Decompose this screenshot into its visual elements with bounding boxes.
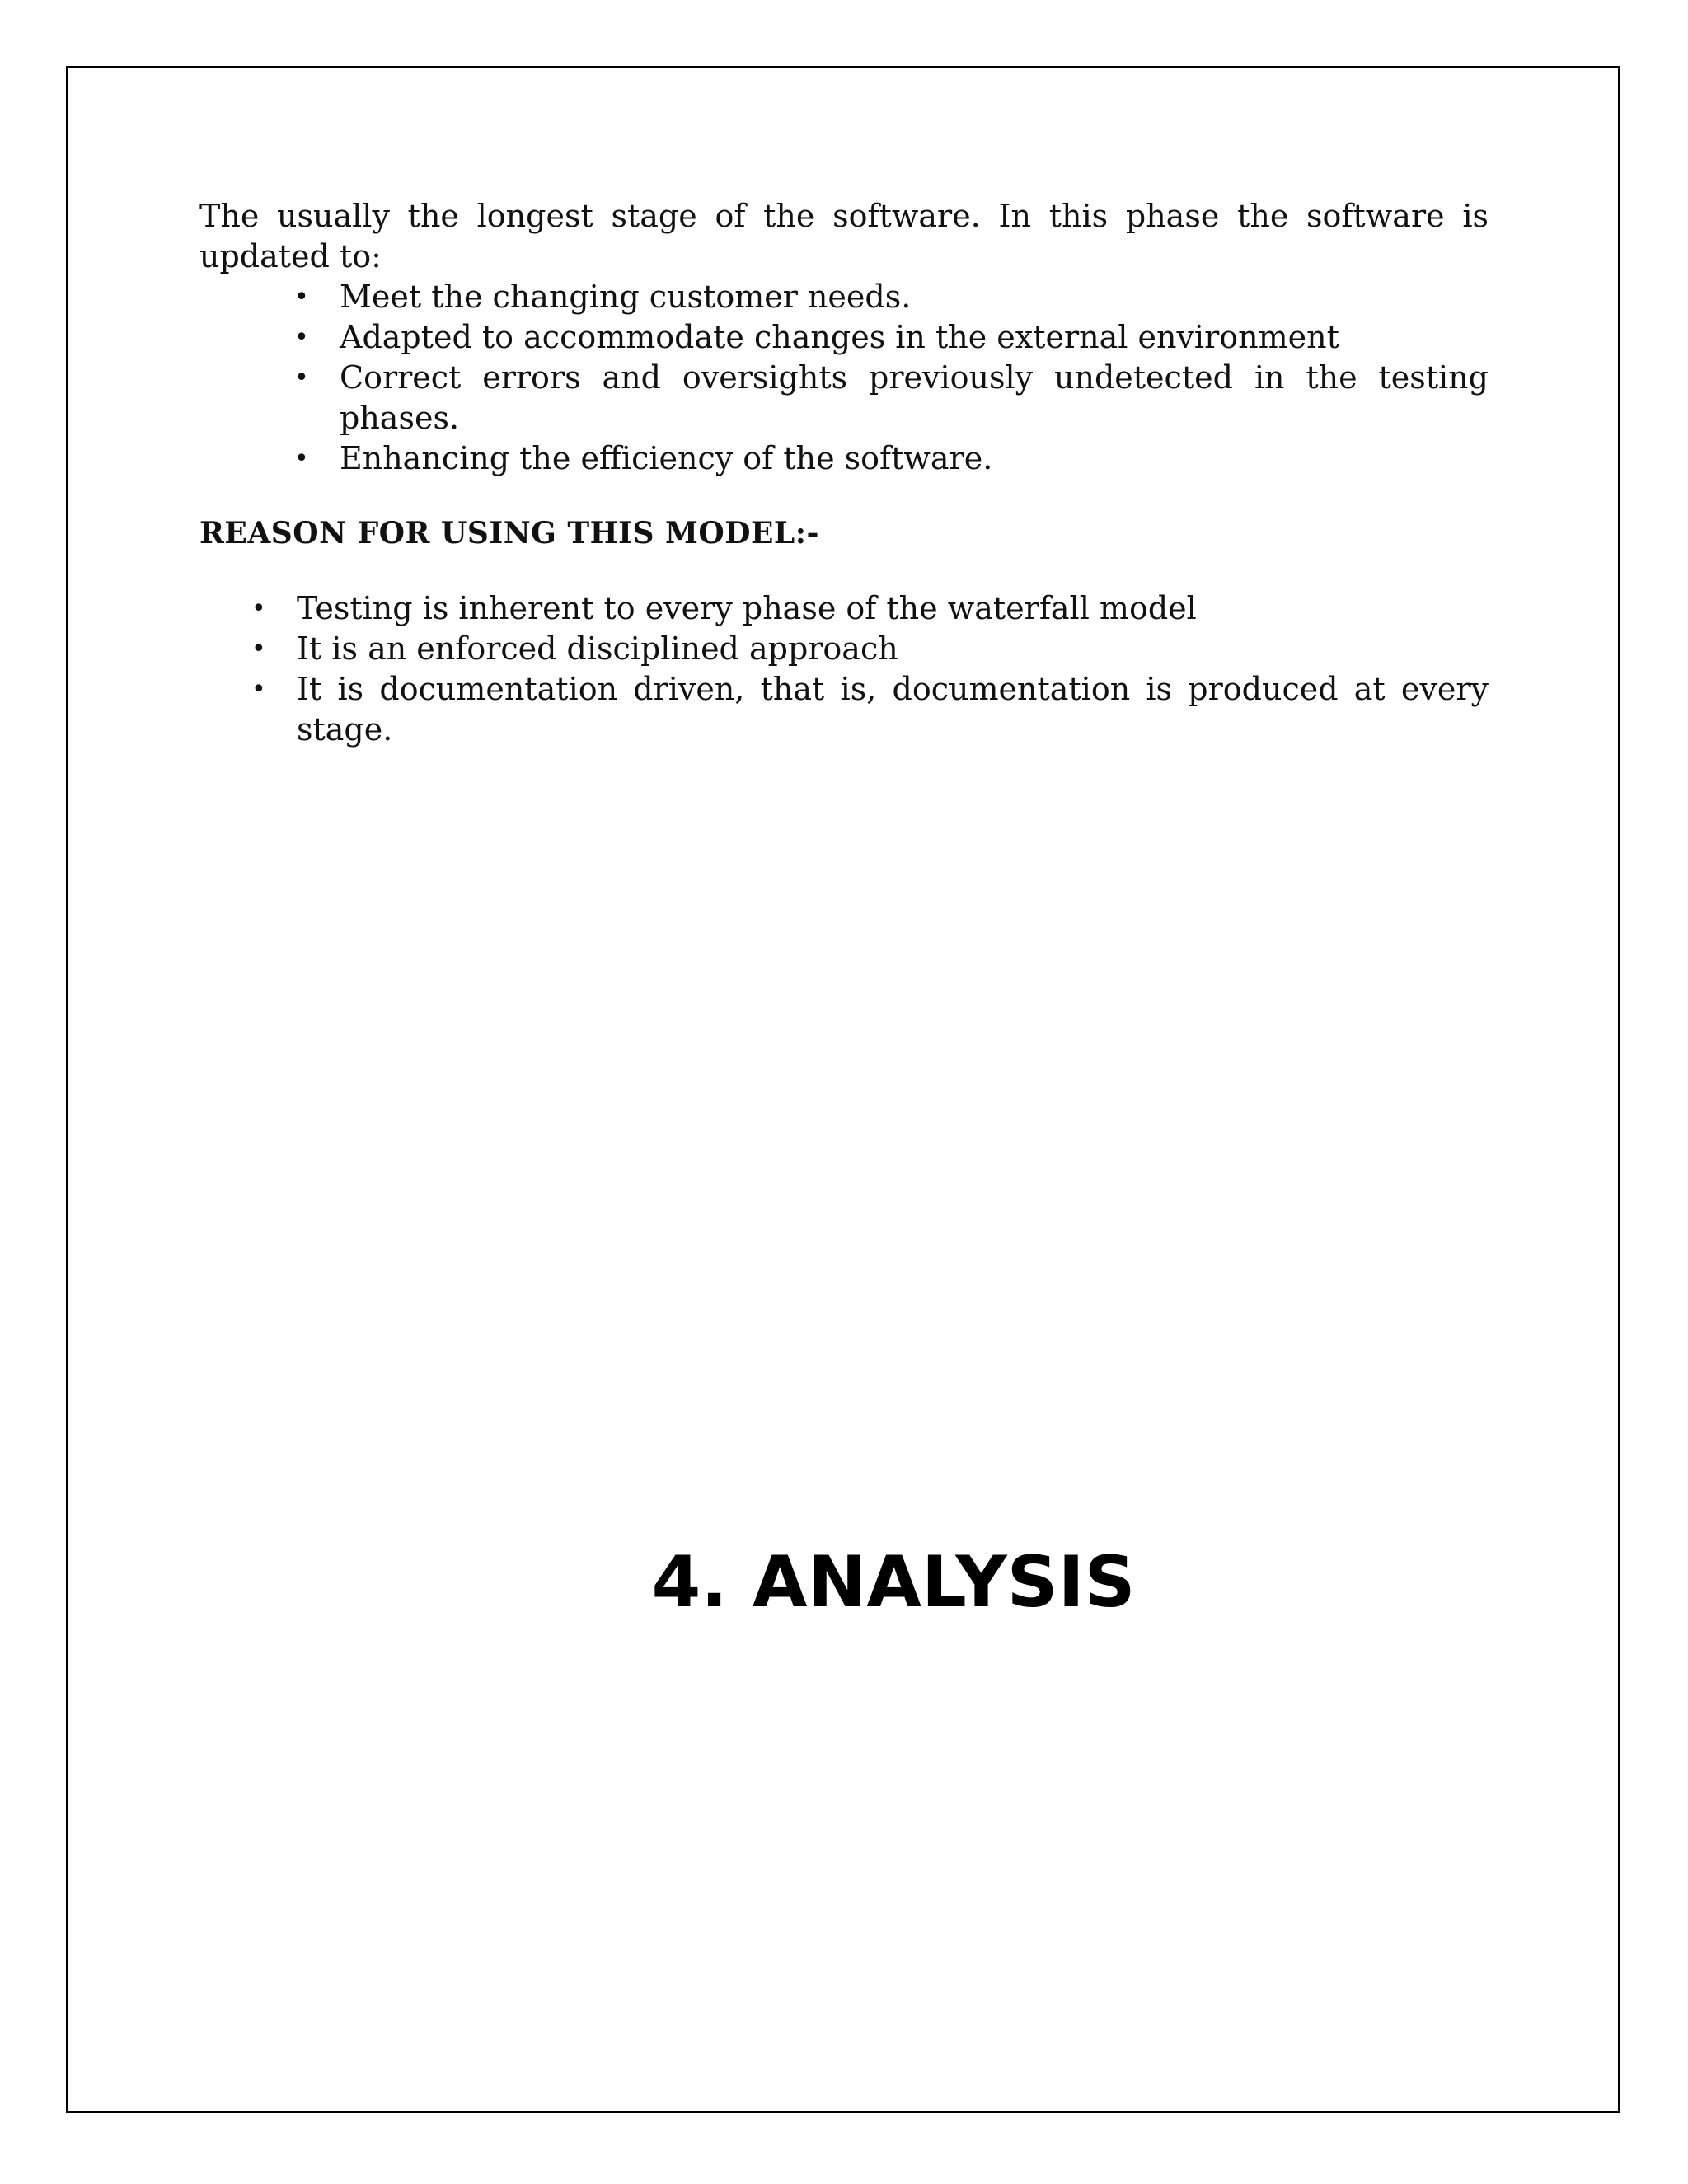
list-item bbox=[294, 438, 1489, 479]
list-item bbox=[251, 669, 1489, 750]
reason-heading: REASON FOR USING THIS MODEL:- bbox=[199, 516, 819, 551]
list-item-text: It is an enforced disciplined approach bbox=[297, 630, 898, 667]
bullet-icon: • bbox=[294, 323, 309, 352]
bullet-icon: • bbox=[294, 363, 309, 392]
intro-line-1: The usually the longest stage of the software. In this phase the software is bbox=[199, 198, 1489, 234]
list-item-text: Enhancing the efficiency of the software. bbox=[340, 440, 993, 476]
maintenance-bullet-list bbox=[199, 277, 1489, 479]
bullet-icon: • bbox=[251, 635, 266, 663]
reason-bullet-list bbox=[199, 588, 1489, 750]
list-item-text: Meet the changing customer needs. bbox=[340, 279, 912, 315]
intro-paragraph bbox=[199, 196, 1489, 277]
document-body bbox=[199, 196, 1489, 750]
section-title: 4. ANALYSIS bbox=[651, 1541, 1136, 1624]
list-item-text: Correct errors and oversights previously undetected in the testing phases. bbox=[340, 359, 1489, 436]
list-item-text: It is documentation driven, that is, documentation is produced at every stage. bbox=[297, 671, 1489, 748]
bullet-icon: • bbox=[294, 283, 309, 312]
list-item-text: Testing is inherent to every phase of the waterfall model bbox=[297, 590, 1197, 626]
list-item-text: Adapted to accommodate changes in the external environment bbox=[340, 319, 1339, 355]
bullet-icon: • bbox=[294, 444, 309, 473]
list-item bbox=[251, 629, 1489, 669]
list-item bbox=[294, 358, 1489, 438]
list-item bbox=[294, 277, 1489, 317]
bullet-icon: • bbox=[251, 594, 266, 623]
list-item bbox=[251, 588, 1489, 629]
intro-line-2: updated to: bbox=[199, 238, 382, 274]
list-item bbox=[294, 317, 1489, 358]
bullet-icon: • bbox=[251, 675, 266, 704]
